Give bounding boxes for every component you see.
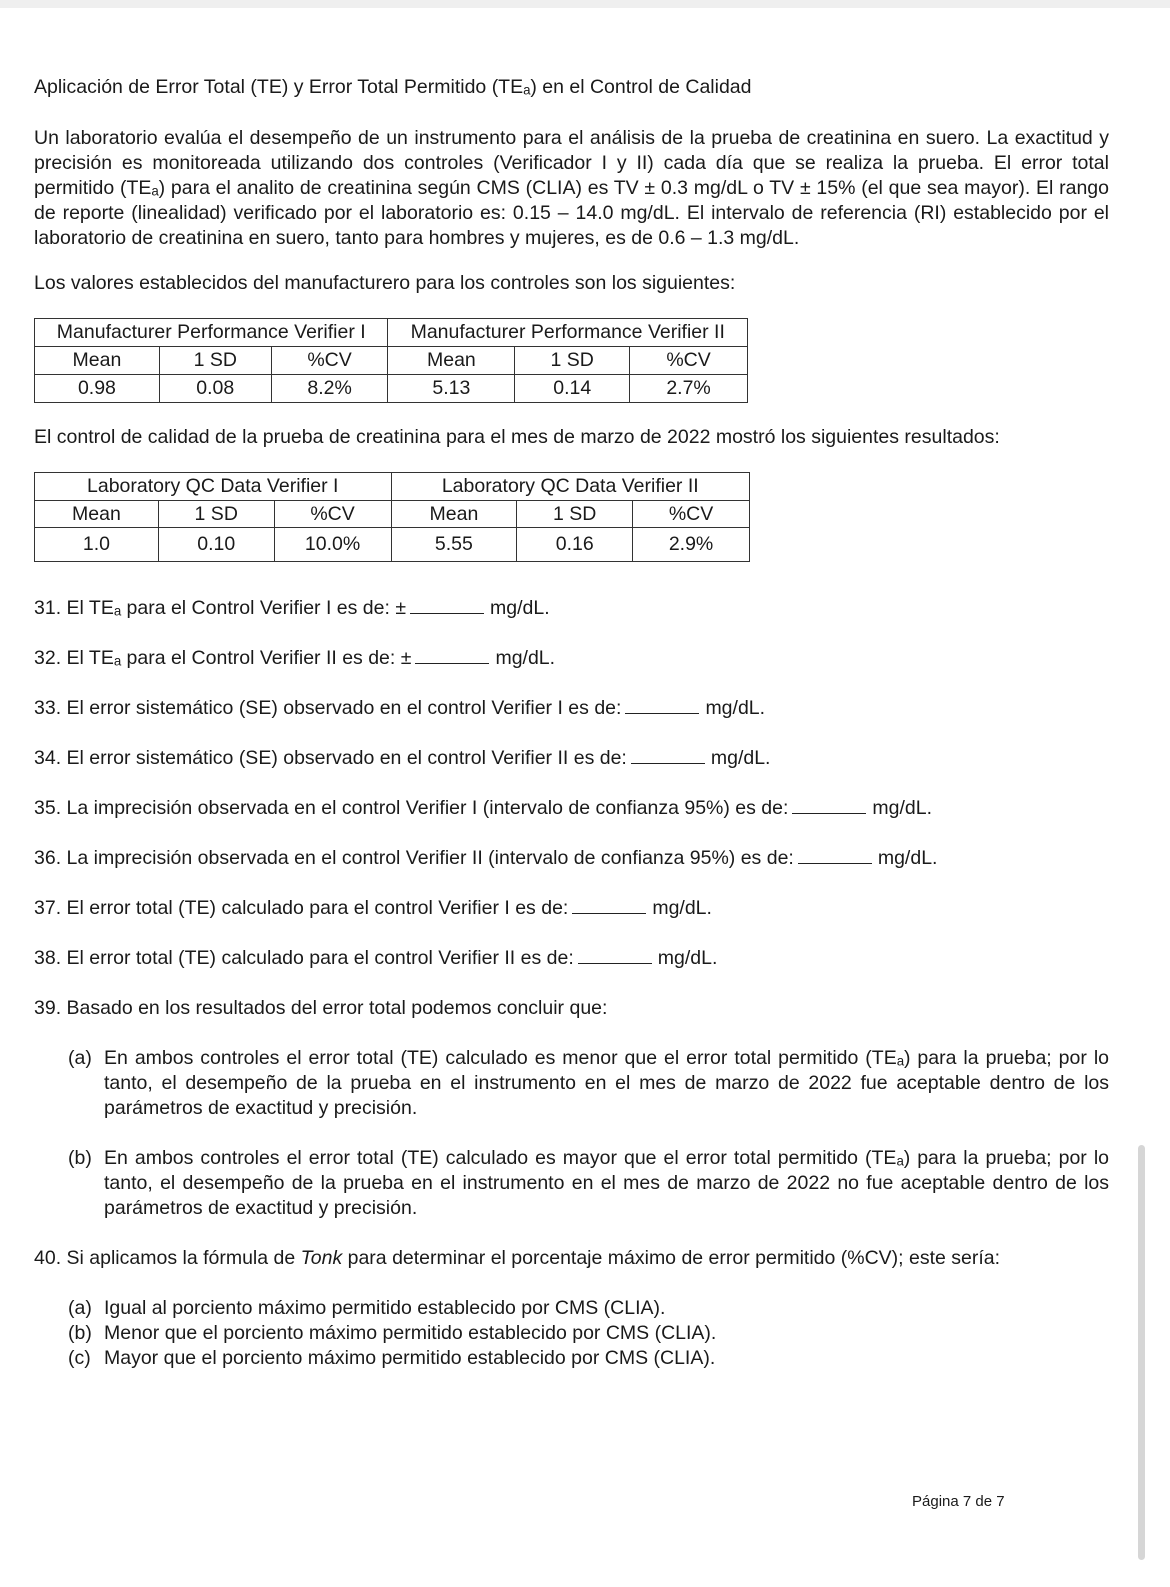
manufacturer-intro: Los valores establecidos del manufacturero para los controles son los siguientes: — [34, 272, 736, 294]
question-36 — [34, 846, 1109, 871]
qc-col-cv-2: %CV — [633, 501, 750, 528]
question-37-text: 37. El error total (TE) calculado para el control Verifier I es de: — [34, 897, 569, 919]
manufacturer-col-cv-1: %CV — [271, 347, 388, 375]
answer-blank-35[interactable] — [792, 796, 866, 814]
question-32 — [34, 646, 1109, 671]
intro-paragraph: Un laboratorio evalúa el desempeño de un instrumento para el análisis de la prueba de creatinina en suero. La exactitud y precisión es monitoreada utilizando dos controles (Verificador I y II) cada día que se realiza la prueba. El error total permitido (TEₐ) para el analito de creatinina según CMS (CLIA) es TV ± 0.3 mg/dL o TV ± 15% (el que sea mayor). El rango de reporte (linealidad) verificado por el laboratorio es: 0.15 – 14.0 mg/dL. El intervalo de referencia (RI) establecido por el laboratorio de creatinina en suero, tanto para hombres y mujeres, es de 0.6 – 1.3 mg/dL. — [34, 127, 1109, 249]
option-text: Menor que el porciento máximo permitido establecido por CMS (CLIA). — [104, 1322, 717, 1344]
question-40-text-end: para determinar el porcentaje máximo de error permitido (%CV); este sería: — [342, 1247, 1001, 1269]
question-37 — [34, 896, 1109, 921]
manufacturer-col-mean-1: Mean — [35, 347, 160, 375]
question-39: 39. Basado en los resultados del error total podemos concluir que: — [34, 997, 608, 1019]
option-label: (b) — [68, 1322, 92, 1344]
manufacturer-col-sd-2: 1 SD — [515, 347, 630, 375]
questions-31-38 — [34, 596, 1109, 971]
manufacturer-value-mean-2: 5.13 — [388, 375, 515, 403]
question-39-options — [68, 1046, 1109, 1221]
qc-table — [34, 472, 750, 562]
qc-header-verifier-1: Laboratory QC Data Verifier I — [35, 473, 392, 501]
manufacturer-value-cv-2: 2.7% — [630, 375, 748, 403]
question-34 — [34, 746, 1109, 771]
question-38 — [34, 946, 1109, 971]
question-33 — [34, 696, 1109, 721]
question-35-text: 35. La imprecisión observada en el control Verifier I (intervalo de confianza 95%) es de: — [34, 797, 789, 819]
manufacturer-value-mean-1: 0.98 — [35, 375, 160, 403]
manufacturer-col-mean-2: Mean — [388, 347, 515, 375]
question-33-text: 33. El error sistemático (SE) observado en el control Verifier I es de: — [34, 697, 622, 719]
question-34-text: 34. El error sistemático (SE) observado en el control Verifier II es de: — [34, 747, 627, 769]
document-page — [34, 74, 1109, 1371]
qc-value-sd-2: 0.16 — [517, 528, 633, 562]
manufacturer-value-cv-1: 8.2% — [271, 375, 388, 403]
qc-value-mean-1: 1.0 — [35, 528, 159, 562]
scrollbar-thumb[interactable] — [1138, 1145, 1145, 1560]
qc-intro: El control de calidad de la prueba de creatinina para el mes de marzo de 2022 mostró los siguientes resultados: — [34, 426, 1000, 448]
question-32-unit: mg/dL. — [495, 647, 556, 669]
manufacturer-header-verifier-1: Manufacturer Performance Verifier I — [35, 319, 388, 347]
top-strip — [0, 0, 1170, 8]
answer-blank-37[interactable] — [572, 896, 646, 914]
question-35 — [34, 796, 1109, 821]
option-text: Igual al porciento máximo permitido establecido por CMS (CLIA). — [104, 1297, 666, 1319]
document-title: Aplicación de Error Total (TE) y Error Total Permitido (TEₐ) en el Control de Calidad — [34, 76, 752, 98]
answer-blank-34[interactable] — [631, 746, 705, 764]
question-38-text: 38. El error total (TE) calculado para el control Verifier II es de: — [34, 947, 574, 969]
qc-header-verifier-2: Laboratory QC Data Verifier II — [391, 473, 750, 501]
manufacturer-table — [34, 318, 748, 403]
qc-col-mean-2: Mean — [391, 501, 517, 528]
question-40 — [34, 1246, 1109, 1271]
qc-col-sd-2: 1 SD — [517, 501, 633, 528]
question-40-text-start: 40. Si aplicamos la fórmula de — [34, 1247, 301, 1269]
answer-blank-38[interactable] — [578, 946, 652, 964]
qc-col-sd-1: 1 SD — [158, 501, 274, 528]
question-36-text: 36. La imprecisión observada en el control Verifier II (intervalo de confianza 95%) es de: — [34, 847, 794, 869]
answer-blank-33[interactable] — [625, 696, 699, 714]
question-38-unit: mg/dL. — [657, 947, 718, 969]
question-36-unit: mg/dL. — [877, 847, 938, 869]
question-40-option-c[interactable] — [68, 1346, 1109, 1371]
question-34-unit: mg/dL. — [710, 747, 771, 769]
option-text: En ambos controles el error total (TE) calculado es menor que el error total permitido (TEₐ) para la prueba; por lo tanto, el desempeño de la prueba en el instrumento en el mes de marzo de 2022 fue aceptable dentro de los parámetros de exactitud y precisión. — [104, 1047, 1109, 1119]
question-40-tonk: Tonk — [300, 1247, 343, 1269]
option-label: (a) — [68, 1297, 92, 1319]
qc-value-sd-1: 0.10 — [158, 528, 274, 562]
question-39-option-b[interactable] — [68, 1146, 1109, 1221]
manufacturer-col-sd-1: 1 SD — [159, 347, 271, 375]
option-label: (c) — [68, 1347, 91, 1369]
option-label: (a) — [68, 1047, 92, 1069]
question-35-unit: mg/dL. — [872, 797, 933, 819]
option-label: (b) — [68, 1147, 92, 1169]
qc-value-cv-1: 10.0% — [274, 528, 391, 562]
answer-blank-36[interactable] — [798, 846, 872, 864]
question-39-option-a[interactable] — [68, 1046, 1109, 1121]
qc-col-cv-1: %CV — [274, 501, 391, 528]
manufacturer-value-sd-1: 0.08 — [159, 375, 271, 403]
question-32-text: 32. El TEₐ para el Control Verifier II es de: ± — [34, 647, 412, 669]
qc-col-mean-1: Mean — [35, 501, 159, 528]
question-33-unit: mg/dL. — [705, 697, 766, 719]
question-40-option-a[interactable] — [68, 1296, 1109, 1321]
answer-blank-31[interactable] — [410, 596, 484, 614]
question-31-unit: mg/dL. — [490, 597, 550, 619]
question-31-text: 31. El TEₐ para el Control Verifier I es de: ± — [34, 597, 407, 619]
option-text: Mayor que el porciento máximo permitido establecido por CMS (CLIA). — [104, 1347, 716, 1369]
answer-blank-32[interactable] — [415, 646, 489, 664]
question-40-options — [68, 1296, 1109, 1371]
manufacturer-col-cv-2: %CV — [630, 347, 748, 375]
manufacturer-header-verifier-2: Manufacturer Performance Verifier II — [388, 319, 748, 347]
question-31 — [34, 596, 1109, 621]
manufacturer-value-sd-2: 0.14 — [515, 375, 630, 403]
question-40-option-b[interactable] — [68, 1321, 1109, 1346]
page-number: Página 7 de 7 — [912, 1493, 1005, 1510]
question-37-unit: mg/dL. — [652, 897, 712, 919]
qc-value-mean-2: 5.55 — [391, 528, 517, 562]
qc-value-cv-2: 2.9% — [633, 528, 750, 562]
option-text: En ambos controles el error total (TE) calculado es mayor que el error total permitido (TEₐ) para la prueba; por lo tanto, el desempeño de la prueba en el instrumento en el mes de marzo de 2022 no fue aceptable dentro de los parámetros de exactitud y precisión. — [104, 1147, 1109, 1219]
